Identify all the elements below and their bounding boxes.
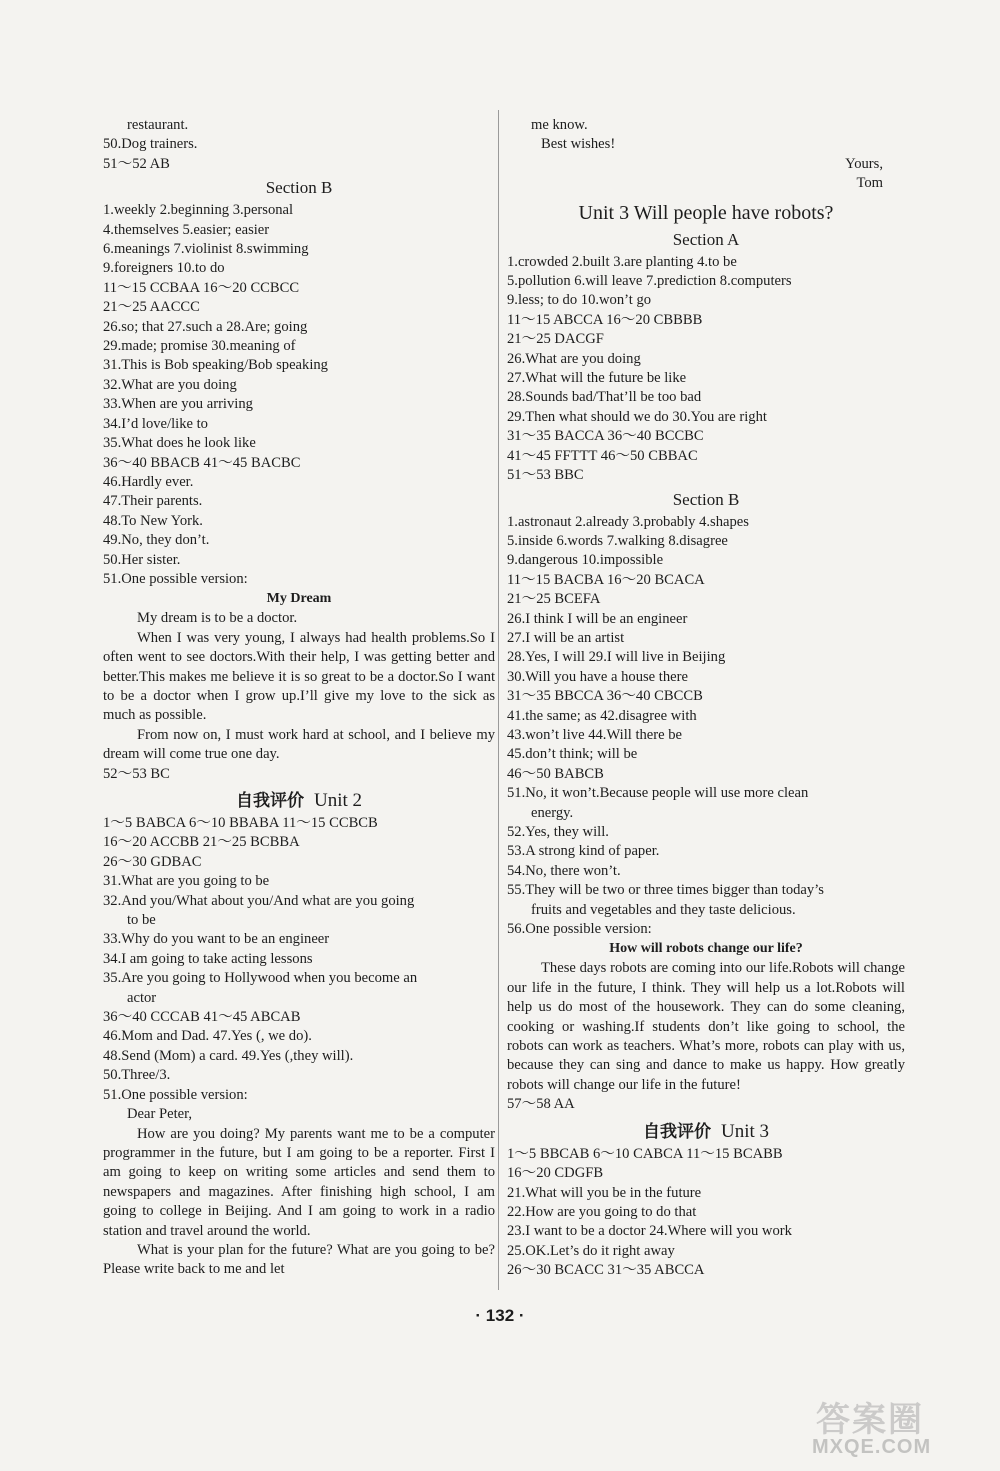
answer-line: 43.won’t live 44.Will there be: [507, 726, 683, 743]
self-evaluation-unit: Unit 2: [313, 790, 363, 811]
answer-line: 1.weekly 2.beginning 3.personal: [103, 202, 294, 219]
answer-line: Dear Peter,: [127, 1106, 193, 1123]
answer-line: 54.No, there won’t.: [507, 862, 621, 879]
answer-line: 35.What does he look like: [103, 435, 256, 452]
section-heading: Section A: [672, 229, 740, 249]
answer-line: 55.They will be two or three times bigger than today’s: [507, 882, 824, 899]
self-evaluation-heading: [507, 1119, 905, 1145]
answer-line: 21.What will you be in the future: [507, 1184, 702, 1201]
answer-line: 4.themselves 5.easier; easier: [103, 221, 270, 238]
answer-line: 21～25 AACCC: [103, 299, 200, 316]
watermark-url: MXQE.COM: [812, 1436, 932, 1458]
answer-line: 28.Sounds bad/That’ll be too bad: [507, 389, 702, 406]
answer-line: 9.dangerous 10.impossible: [507, 552, 664, 569]
section-heading: Section B: [265, 178, 333, 198]
answer-line: 52.Yes, they will.: [507, 824, 609, 840]
answer-line: 48.To New York.: [103, 512, 203, 529]
answer-line: 6.meanings 7.violinist 8.swimming: [103, 241, 309, 258]
letter-signoff: Yours,: [845, 155, 883, 172]
answer-line: 46.Hardly ever.: [103, 473, 194, 490]
answer-line: 52～53 BC: [103, 765, 170, 782]
answer-line: 9.foreigners 10.to do: [103, 260, 225, 277]
answer-line: 56.One possible version:: [507, 921, 652, 938]
answer-line: 5.pollution 6.will leave 7.prediction 8.computers: [507, 273, 792, 290]
answer-line: 36～40 BBACB 41～45 BACBC: [103, 454, 301, 471]
answer-line: 53.A strong kind of paper.: [507, 843, 660, 860]
answer-line: 1.crowded 2.built 3.are planting 4.to be: [507, 253, 737, 270]
answer-line: 26.What are you doing: [507, 350, 641, 367]
answer-line: fruits and vegetables and they taste delicious.: [531, 901, 796, 918]
answer-line: 26～30 BCACC 31～35 ABCCA: [507, 1262, 705, 1279]
answer-line: 23.I want to be a doctor 24.Where will you work: [507, 1223, 792, 1240]
answer-line: 29.made; promise 30.meaning of: [103, 338, 296, 355]
answer-line: 31～35 BBCCA 36～40 CBCCB: [507, 688, 703, 705]
answer-line: 11～15 BACBA 16～20 BCACA: [507, 571, 705, 588]
answer-line: 16～20 CDGFB: [507, 1165, 604, 1182]
answer-line: 32.And you/What about you/And what are you going: [103, 892, 415, 909]
answer-line: restaurant.: [127, 117, 189, 133]
answer-line: 41.the same; as 42.disagree with: [507, 707, 697, 724]
answer-line: me know.: [531, 117, 588, 133]
answer-line: 50.Dog trainers.: [103, 136, 198, 153]
answer-line: 31.What are you going to be: [103, 873, 270, 890]
answer-line: 36～40 CCCAB 41～45 ABCAB: [103, 1009, 301, 1026]
essay-paragraph: What is your plan for the future? What are you going to be? Please write back to me and let: [103, 1241, 495, 1278]
column-divider: [498, 110, 499, 1290]
answer-line: 45.don’t think; will be: [507, 746, 638, 763]
unit-title: Unit 3 Will people have robots?: [578, 201, 834, 224]
essay-paragraph: How are you doing? My parents want me to be a computer programmer in the future, but I am going to be a reporter. First I am going to keep on writing some articles and send them to newspapers and magazines. After finishing high school, I am going to college in Beijing. And I am going to work in a radio station and travel around the world.: [103, 1125, 495, 1239]
answer-line: 41～45 FFTTT 46～50 CBBAC: [507, 447, 698, 464]
answer-line: 1.astronaut 2.already 3.probably 4.shapes: [507, 513, 749, 530]
answer-line: My dream is to be a doctor.: [137, 610, 298, 627]
answer-line: 11～15 ABCCA 16～20 CBBBB: [507, 311, 703, 328]
self-evaluation-label: 自我评价: [642, 1121, 711, 1142]
answer-line: 32.What are you doing: [103, 376, 237, 393]
answer-line: 29.Then what should we do 30.You are right: [507, 408, 767, 425]
answer-line: 47.Their parents.: [103, 493, 203, 510]
answer-line: 31～35 BACCA 36～40 BCCBC: [507, 428, 704, 445]
answer-line: 34.I’d love/like to: [103, 415, 208, 432]
answer-line: 25.OK.Let’s do it right away: [507, 1242, 675, 1259]
self-evaluation-heading: [103, 788, 495, 814]
answer-line: 51～53 BBC: [507, 467, 584, 484]
answer-line: 34.I am going to take acting lessons: [103, 950, 313, 967]
answer-line: to be: [127, 912, 156, 929]
essay-title: How will robots change our life?: [609, 941, 803, 957]
answer-line: Best wishes!: [541, 136, 616, 153]
answer-line: 50.Her sister.: [103, 551, 181, 568]
answer-line: 51.One possible version:: [103, 1086, 248, 1103]
watermark-logo: [812, 1392, 982, 1464]
answer-line: 57～58 AA: [507, 1096, 575, 1113]
answer-line: 26～30 GDBAC: [103, 853, 202, 870]
answer-line: 16～20 ACCBB 21～25 BCBBA: [103, 834, 300, 851]
right-column: [507, 116, 905, 1281]
answer-line: 46～50 BABCB: [507, 765, 604, 782]
answer-line: 21～25 BCEFA: [507, 591, 601, 608]
essay-title: My Dream: [266, 591, 332, 607]
answer-line: 49.No, they don’t.: [103, 532, 210, 549]
answer-line: 48.Send (Mom) a card. 49.Yes (,they will).: [103, 1047, 354, 1064]
answer-line: 5.inside 6.words 7.walking 8.disagree: [507, 532, 728, 549]
answer-line: 1～5 BBCAB 6～10 CABCA 11～15 BCABB: [507, 1145, 783, 1162]
answer-line: 51～52 AB: [103, 155, 170, 172]
answer-line: 51.One possible version:: [103, 570, 248, 587]
answer-line: 46.Mom and Dad. 47.Yes (, we do).: [103, 1028, 312, 1045]
answer-line: 26.so; that 27.such a 28.Are; going: [103, 318, 308, 335]
essay-paragraph: When I was very young, I always had health problems.So I often went to see doctors.With their help, I was getting better and better.This makes me believe it is so great to be a doctor.So I want to be a doctor when I grow up.I’ll give my love to the sick as much as possible.: [103, 629, 495, 724]
answer-line: 11～15 CCBAA 16～20 CCBCC: [103, 279, 300, 296]
answer-line: 51.No, it won’t.Because people will use more clean: [507, 785, 809, 802]
page-number: · 132 ·: [475, 1306, 525, 1325]
answer-line: 9.less; to do 10.won’t go: [507, 292, 652, 309]
answer-line: 26.I think I will be an engineer: [507, 610, 688, 627]
answer-line: 28.Yes, I will 29.I will live in Beijing: [507, 649, 726, 666]
watermark-cn: 答案圈: [816, 1400, 924, 1440]
essay-paragraph: From now on, I must work hard at school, and I believe my dream will come true one day.: [103, 726, 495, 763]
answer-line: 33.When are you arriving: [103, 396, 253, 413]
left-column: [103, 116, 495, 1280]
answer-line: 21～25 DACGF: [507, 331, 604, 348]
answer-line: 31.This is Bob speaking/Bob speaking: [103, 357, 328, 374]
answer-line: actor: [127, 989, 157, 1006]
answer-line: 22.How are you going to do that: [507, 1203, 697, 1220]
answer-line: 35.Are you going to Hollywood when you become an: [103, 970, 418, 987]
answer-line: 27.I will be an artist: [507, 629, 625, 646]
self-evaluation-label: 自我评价: [235, 791, 304, 811]
answer-line: energy.: [531, 804, 574, 821]
answer-line: 30.Will you have a house there: [507, 668, 688, 685]
answer-line: 1～5 BABCA 6～10 BBABA 11～15 CCBCB: [103, 815, 378, 831]
section-heading: Section B: [672, 489, 740, 509]
letter-signoff: Tom: [856, 175, 883, 192]
answer-line: 50.Three/3.: [103, 1067, 171, 1084]
answer-line: 33.Why do you want to be an engineer: [103, 931, 330, 948]
essay-paragraph: These days robots are coming into our life.Robots will change our life in the future, I think. They will help us a lot.Robots will help us do most of the housework. They can do some cleaning, cooking or washing.If students don’t like going to school, the robots can work as teachers. What’s more, robots can play with us, because they can sing and dance to make us happy. How greatly robots will change our life in the future!: [507, 960, 905, 1093]
answer-line: 27.What will the future be like: [507, 370, 687, 387]
self-evaluation-unit: Unit 3: [720, 1120, 770, 1142]
